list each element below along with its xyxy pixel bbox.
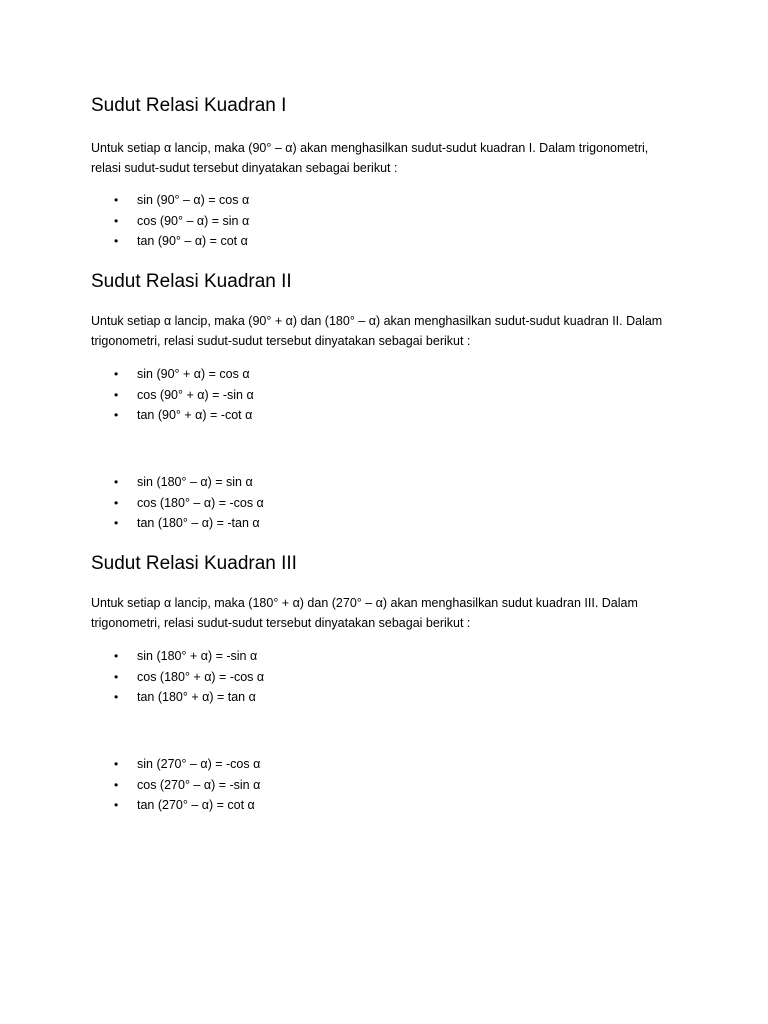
relation-formula: tan (180° + α) = tan α — [137, 690, 256, 704]
intro-line: trigonometri, relasi sudut-sudut tersebut dinyatakan sebagai berikut : — [91, 334, 471, 348]
bullet-icon: • — [114, 475, 119, 489]
relation-formula: cos (90° + α) = -sin α — [137, 387, 254, 402]
section-intro — [91, 593, 691, 633]
list-item — [91, 795, 691, 816]
section-title: Sudut Relasi Kuadran III — [91, 553, 297, 574]
bullet-icon: • — [114, 798, 119, 812]
bullet-icon: • — [114, 757, 119, 771]
bullet-icon: • — [114, 234, 119, 248]
bullet-icon: • — [114, 669, 119, 684]
list-item — [91, 211, 691, 232]
relation-list — [91, 364, 691, 426]
relation-formula: sin (180° + α) = -sin α — [137, 649, 258, 663]
list-item — [91, 231, 691, 252]
list-item — [91, 646, 691, 667]
section-intro — [91, 138, 691, 178]
relation-formula: sin (90° – α) = cos α — [137, 193, 250, 207]
list-item — [91, 493, 691, 514]
relation-formula: sin (180° – α) = sin α — [137, 475, 253, 489]
list-item — [91, 385, 691, 406]
bullet-icon: • — [114, 387, 119, 402]
section-kuadran-1 — [91, 94, 691, 118]
bullet-icon: • — [114, 649, 119, 663]
relation-formula: tan (270° – α) = cot α — [137, 798, 255, 812]
relation-list — [91, 754, 691, 816]
list-item — [91, 754, 691, 775]
bullet-icon: • — [114, 213, 119, 228]
relation-formula: cos (90° – α) = sin α — [137, 213, 250, 228]
list-item — [91, 472, 691, 493]
bullet-icon: • — [114, 777, 119, 792]
section-intro — [91, 311, 691, 351]
section-title: Sudut Relasi Kuadran II — [91, 271, 292, 292]
section-kuadran-2 — [91, 270, 691, 294]
intro-line: Untuk setiap α lancip, maka (90° – α) akan menghasilkan sudut-sudut kuadran I. Dalam trigonometri, — [91, 141, 649, 155]
list-item — [91, 364, 691, 385]
list-item — [91, 405, 691, 426]
intro-line: trigonometri, relasi sudut-sudut tersebut dinyatakan sebagai berikut : — [91, 616, 471, 630]
intro-line: Untuk setiap α lancip, maka (90° + α) dan (180° – α) akan menghasilkan sudut-sudut kuadran II. Dalam — [91, 314, 663, 328]
intro-line: Untuk setiap α lancip, maka (180° + α) dan (270° – α) akan menghasilkan sudut kuadran III. Dalam — [91, 596, 638, 610]
bullet-icon: • — [114, 408, 119, 422]
relation-formula: cos (180° + α) = -cos α — [137, 669, 265, 684]
section-kuadran-3 — [91, 552, 691, 576]
list-item — [91, 667, 691, 688]
relation-list — [91, 190, 691, 252]
relation-formula: sin (270° – α) = -cos α — [137, 757, 261, 771]
list-item — [91, 775, 691, 796]
relation-formula: sin (90° + α) = cos α — [137, 367, 250, 381]
relation-formula: cos (270° – α) = -sin α — [137, 777, 261, 792]
relation-formula: tan (180° – α) = -tan α — [137, 516, 260, 530]
relation-list — [91, 646, 691, 708]
list-item — [91, 190, 691, 211]
bullet-icon: • — [114, 495, 119, 510]
intro-line: relasi sudut-sudut tersebut dinyatakan sebagai berikut : — [91, 161, 398, 175]
bullet-icon: • — [114, 690, 119, 704]
bullet-icon: • — [114, 193, 119, 207]
bullet-icon: • — [114, 367, 119, 381]
list-item — [91, 687, 691, 708]
relation-formula: tan (90° + α) = -cot α — [137, 408, 253, 422]
list-item — [91, 513, 691, 534]
relation-list — [91, 472, 691, 534]
bullet-icon: • — [114, 516, 119, 530]
relation-formula: tan (90° – α) = cot α — [137, 234, 248, 248]
relation-formula: cos (180° – α) = -cos α — [137, 495, 264, 510]
section-title: Sudut Relasi Kuadran I — [91, 95, 287, 116]
